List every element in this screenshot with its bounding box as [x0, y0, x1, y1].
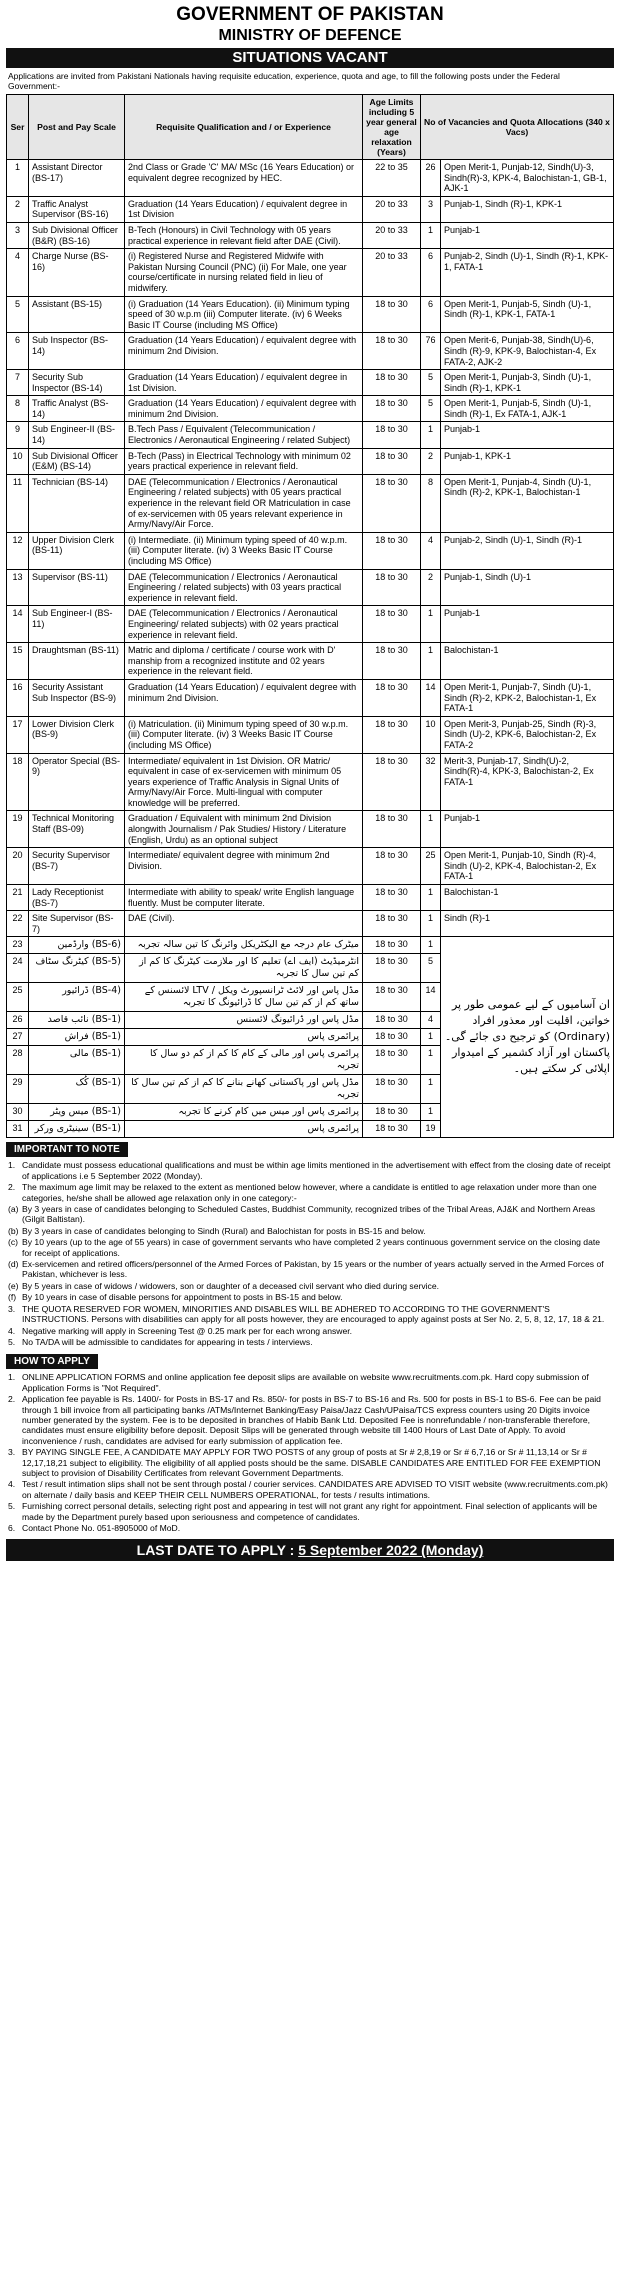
cell-qualification: Intermediate/ equivalent in 1st Division. OR Matric/ equivalent in case of ex-servicemen with minimum 05 years experience of Traffic Analysis in Signal Units of Army/Navy/Air Force. Multi-lingual with computer knowledge will be preferred.	[125, 753, 363, 811]
note-item	[8, 1337, 612, 1347]
last-date-label: LAST DATE TO APPLY :	[136, 1542, 299, 1559]
table-row	[7, 532, 614, 569]
cell-age: 18 to 30	[363, 296, 421, 333]
header-qualification: Requisite Qualification and / or Experience	[125, 95, 363, 160]
cell-quota: Open Merit-1, Punjab-3, Sindh (U)-1, Sindh (R)-1, KPK-1	[441, 370, 614, 396]
cell-qualification: پرائمری پاس اور مالی کے کام کا کم از کم دو سال کا تجربہ	[125, 1046, 363, 1075]
cell-qualification: B-Tech (Pass) in Electrical Technology with minimum 02 years practical experience in relevant field.	[125, 448, 363, 474]
note-number: 6.	[8, 1523, 16, 1533]
cell-vacancy-count: 6	[421, 249, 441, 296]
table-row	[7, 249, 614, 296]
note-item	[8, 1292, 612, 1302]
how-to-apply-notes	[8, 1372, 612, 1533]
cell-ser: 27	[7, 1029, 29, 1046]
cell-age: 18 to 30	[363, 811, 421, 848]
table-row	[7, 885, 614, 911]
cell-post: (BS-1) مالی	[29, 1046, 125, 1075]
cell-vacancy-count: 1	[421, 885, 441, 911]
cell-vacancy-count: 8	[421, 474, 441, 532]
last-date-value: 5 September 2022 (Monday)	[298, 1542, 484, 1559]
intro-text: Applications are invited from Pakistani Nationals having requisite education, experience, quota and age, to fill the following posts under the Federal Government:-	[8, 71, 560, 91]
table-row	[7, 569, 614, 606]
cell-vacancy-count: 1	[421, 1075, 441, 1104]
cell-qualification: میٹرک عام درجہ مع الیکٹریکل وائرنگ کا تین سالہ تجربہ	[125, 937, 363, 954]
cell-ser: 26	[7, 1012, 29, 1029]
cell-quota: Punjab-1	[441, 811, 614, 848]
cell-qualification: پرائمری پاس اور میس میں کام کرنے کا تجربہ	[125, 1104, 363, 1121]
cell-ser: 10	[7, 448, 29, 474]
note-number: 5.	[8, 1336, 16, 1347]
important-notes	[8, 1160, 612, 1347]
header-age: Age Limits including 5 year general age relaxation (Years)	[363, 95, 421, 160]
cell-ser: 9	[7, 422, 29, 448]
note-text: Application fee payable is Rs. 1400/- for Posts in BS-17 and Rs. 850/- for posts in BS-7 to BS-16 and Rs. 500 for posts in BS-1 to BS-6. Fee can be paid through 1 bill invoice from all participating banks /ATMs/Internet Banking/Easy Paisa/Jazz Cash/UPaisa/TCS express counters using 20 Digits invoice number generated by the system. Fee is to be deposited in branches of Habib Bank Ltd. Deposited Fee is nonrefundable / non-transferable therefore, candidates must ensure eligibility before deposit. Deposit Slips will be generated through website till 1400 Hours of Last Date of Apply. To avoid inconvenience / rush, candidates are advised for early submission of application fee.	[22, 1394, 601, 1446]
cell-vacancy-count: 1	[421, 911, 441, 937]
cell-vacancy-count: 1	[421, 643, 441, 680]
cell-quota: Open Merit-1, Punjab-5, Sindh (U)-1, Sindh (R)-1, KPK-1, FATA-1	[441, 296, 614, 333]
cell-age: 18 to 30	[363, 1046, 421, 1075]
cell-qualification: DAE (Telecommunication / Electronics / Aeronautical Engineering/ related subjects) with 02 years practical experience in relevant field.	[125, 606, 363, 643]
cell-ser: 4	[7, 249, 29, 296]
cell-post: Security Supervisor (BS-7)	[29, 848, 125, 885]
cell-post: (BS-5) کیٹرنگ سٹاف	[29, 954, 125, 983]
cell-qualification: مڈل پاس اور پاکستانی کھانے بنانے کا کم از کم تین سال کا تجربہ	[125, 1075, 363, 1104]
cell-age: 18 to 30	[363, 569, 421, 606]
cell-vacancy-count: 1	[421, 1029, 441, 1046]
urdu-quota-note: ان آسامیوں کے لیے عمومی طور پر خواتین، اقلیت اور معذور افراد (Ordinary) کو ترجیح دی جائے گی۔ پاکستان اور آزاد کشمیر کے امیدوار اپلائی کر سکتے ہیں۔	[441, 937, 614, 1138]
cell-age: 18 to 30	[363, 848, 421, 885]
cell-qualification: Graduation (14 Years Education) / equivalent degree with minimum 2nd Division.	[125, 396, 363, 422]
important-note-title: IMPORTANT TO NOTE	[6, 1142, 128, 1157]
cell-post: Assistant (BS-15)	[29, 296, 125, 333]
cell-ser: 23	[7, 937, 29, 954]
cell-post: Sub Inspector (BS-14)	[29, 333, 125, 370]
note-text: Negative marking will apply in Screening Test @ 0.25 mark per for each wrong answer.	[22, 1325, 353, 1336]
note-item	[8, 1304, 612, 1325]
cell-qualification: B.Tech Pass / Equivalent (Telecommunication / Electronics / Aeronautical Engineering / related Subject)	[125, 422, 363, 448]
cell-vacancy-count: 1	[421, 1104, 441, 1121]
note-number: (a)	[8, 1204, 19, 1215]
cell-vacancy-count: 2	[421, 448, 441, 474]
note-item	[8, 1182, 612, 1203]
note-number: 2.	[8, 1182, 16, 1193]
note-number: 2.	[8, 1394, 16, 1405]
table-row	[7, 474, 614, 532]
cell-ser: 1	[7, 160, 29, 197]
cell-post: Operator Special (BS-9)	[29, 753, 125, 811]
note-number: 4.	[8, 1479, 16, 1490]
cell-quota: Open Merit-1, Punjab-5, Sindh (U)-1, Sindh (R)-1, Ex FATA-1, AJK-1	[441, 396, 614, 422]
cell-vacancy-count: 2	[421, 569, 441, 606]
cell-quota: Punjab-1	[441, 222, 614, 248]
note-number: 1.	[8, 1372, 16, 1383]
cell-post: Sub Divisional Officer (B&R) (BS-16)	[29, 222, 125, 248]
note-item	[8, 1326, 612, 1336]
cell-quota: Open Merit-1, Punjab-10, Sindh (R)-4, Sindh (U)-2, KPK-4, Balochistan-2, Ex FATA-1	[441, 848, 614, 885]
cell-ser: 30	[7, 1104, 29, 1121]
cell-qualification: Graduation (14 Years Education) / equivalent degree in 1st Division	[125, 196, 363, 222]
cell-vacancy-count: 1	[421, 811, 441, 848]
cell-ser: 11	[7, 474, 29, 532]
english-rows	[7, 160, 614, 937]
cell-vacancy-count: 19	[421, 1121, 441, 1138]
cell-post: Upper Division Clerk (BS-11)	[29, 532, 125, 569]
note-text: By 10 years (up to the age of 55 years) in case of government servants who have completed 2 years continuous government service on the closing date for receipt of applications.	[22, 1237, 601, 1258]
cell-post: Traffic Analyst (BS-14)	[29, 396, 125, 422]
cell-ser: 3	[7, 222, 29, 248]
cell-age: 18 to 30	[363, 643, 421, 680]
cell-ser: 15	[7, 643, 29, 680]
cell-qualification: پرائمری پاس	[125, 1121, 363, 1138]
cell-post: Site Supervisor (BS-7)	[29, 911, 125, 937]
note-text: By 3 years in case of candidates belonging to Sindh (Rural) and Balochistan for posts in BS-15 and below.	[22, 1225, 426, 1236]
cell-quota: Sindh (R)-1	[441, 911, 614, 937]
cell-vacancy-count: 25	[421, 848, 441, 885]
cell-age: 20 to 33	[363, 222, 421, 248]
note-text: The maximum age limit may be relaxed to the extent as mentioned below however, where a candidate is entitled to age relaxation under more than one categories, he/she shall be allowed age relaxation only in one category:-	[22, 1182, 597, 1203]
note-number: 3.	[8, 1447, 16, 1458]
note-item	[8, 1372, 612, 1393]
cell-age: 18 to 30	[363, 679, 421, 716]
cell-post: (BS-1) فراش	[29, 1029, 125, 1046]
cell-age: 18 to 30	[363, 1104, 421, 1121]
note-text: ONLINE APPLICATION FORMS and online application fee deposit slips are available on website www.recruitments.com.pk. Hard copy submission of Application Forms is "Not Required".	[22, 1372, 589, 1393]
note-item	[8, 1394, 612, 1446]
cell-post: Sub Engineer-II (BS-14)	[29, 422, 125, 448]
cell-post: (BS-4) ڈرائیور	[29, 983, 125, 1012]
table-row	[7, 422, 614, 448]
cell-quota: Open Merit-3, Punjab-25, Sindh (R)-3, Sindh (U)-2, KPK-6, Balochistan-2, Ex FATA-2	[441, 716, 614, 753]
cell-post: Supervisor (BS-11)	[29, 569, 125, 606]
cell-qualification: DAE (Telecommunication / Electronics / Aeronautical Engineering / related subjects) with 03 years practical experience in relevant field.	[125, 569, 363, 606]
cell-post: (BS-6) وارڈمین	[29, 937, 125, 954]
header	[6, 4, 614, 68]
table-row	[7, 370, 614, 396]
table-row	[7, 716, 614, 753]
cell-age: 22 to 35	[363, 160, 421, 197]
cell-age: 18 to 30	[363, 474, 421, 532]
note-text: By 10 years in case of disable persons for appointment to posts in BS-15 and below.	[22, 1292, 343, 1303]
vacancy-table	[6, 94, 614, 1138]
cell-qualification: پرائمری پاس	[125, 1029, 363, 1046]
table-row	[7, 296, 614, 333]
cell-qualification: Graduation (14 Years Education) / equivalent degree in 1st Division.	[125, 370, 363, 396]
cell-qualification: Intermediate with ability to speak/ write English language fluently. Must be computer literate.	[125, 885, 363, 911]
note-item	[8, 1204, 612, 1225]
note-number: 3.	[8, 1303, 16, 1314]
cell-post: Lower Division Clerk (BS-9)	[29, 716, 125, 753]
note-number: 5.	[8, 1501, 16, 1512]
note-item	[8, 1447, 612, 1478]
cell-age: 18 to 30	[363, 911, 421, 937]
note-number: (e)	[8, 1280, 19, 1291]
cell-vacancy-count: 1	[421, 1046, 441, 1075]
cell-ser: 25	[7, 983, 29, 1012]
cell-quota: Punjab-1, Sindh (R)-1, KPK-1	[441, 196, 614, 222]
cell-vacancy-count: 26	[421, 160, 441, 197]
note-item	[8, 1226, 612, 1236]
cell-qualification: مڈل پاس اور لائٹ ٹرانسپورٹ ویکل / LTV لائسنس کے ساتھ کم از کم تین سال کا ڈرائیونگ کا تجربہ	[125, 983, 363, 1012]
cell-age: 18 to 30	[363, 333, 421, 370]
cell-vacancy-count: 5	[421, 954, 441, 983]
cell-ser: 12	[7, 532, 29, 569]
note-text: Candidate must possess educational qualifications and must be within age limits mentioned in the advertisement with effect from the closing date of receipt of applications i.e 5 September 2022 (Monday).	[22, 1160, 611, 1181]
cell-quota: Merit-3, Punjab-17, Sindh(U)-2, Sindh(R)-4, KPK-3, Balochistan-2, Ex FATA-1	[441, 753, 614, 811]
cell-quota: Punjab-1, KPK-1	[441, 448, 614, 474]
note-item	[8, 1237, 612, 1258]
cell-ser: 13	[7, 569, 29, 606]
cell-age: 18 to 30	[363, 716, 421, 753]
cell-vacancy-count: 76	[421, 333, 441, 370]
cell-qualification: DAE (Civil).	[125, 911, 363, 937]
note-text: By 5 years in case of widows / widowers, son or daughter of a deceased civil servant who died during service.	[22, 1280, 440, 1291]
cell-qualification: 2nd Class or Grade 'C' MA/ MSc (16 Years Education) or equivalent degree recognized by HEC.	[125, 160, 363, 197]
cell-quota: Open Merit-1, Punjab-12, Sindh(U)-3, Sindh(R)-3, KPK-4, Balochistan-1, GB-1, AJK-1	[441, 160, 614, 197]
cell-qualification: DAE (Telecommunication / Electronics / Aeronautical Engineering / related subjects) with 05 years practical experience in the relevant field OR Matriculation in case of ex-servicemen with 05 years relevant experience in Army/Navy/Air Force.	[125, 474, 363, 532]
cell-quota: Open Merit-1, Punjab-4, Sindh (U)-1, Sindh (R)-2, KPK-1, Balochistan-1	[441, 474, 614, 532]
table-row	[7, 911, 614, 937]
cell-age: 18 to 30	[363, 532, 421, 569]
cell-ser: 31	[7, 1121, 29, 1138]
cell-age: 18 to 30	[363, 422, 421, 448]
cell-age: 18 to 30	[363, 1029, 421, 1046]
cell-qualification: (i) Intermediate. (ii) Minimum typing speed of 40 w.p.m. (iii) Computer literate. (iv) 3 Weeks Basic IT Course (including MS Office)	[125, 532, 363, 569]
cell-vacancy-count: 4	[421, 1012, 441, 1029]
cell-post: Assistant Director (BS-17)	[29, 160, 125, 197]
cell-quota: Punjab-1	[441, 606, 614, 643]
ministry-title: MINISTRY OF DEFENCE	[218, 27, 402, 44]
cell-ser: 17	[7, 716, 29, 753]
cell-age: 18 to 30	[363, 885, 421, 911]
cell-vacancy-count: 1	[421, 222, 441, 248]
cell-age: 18 to 30	[363, 1121, 421, 1138]
cell-quota: Punjab-1	[441, 422, 614, 448]
last-date-banner	[6, 1539, 614, 1561]
cell-qualification: Graduation (14 Years Education) / equivalent degree with minimum 2nd Division.	[125, 679, 363, 716]
table-row	[7, 811, 614, 848]
cell-post: Technician (BS-14)	[29, 474, 125, 532]
urdu-rows	[7, 937, 614, 1138]
table-row	[7, 643, 614, 680]
cell-post: Lady Receptionist (BS-7)	[29, 885, 125, 911]
cell-qualification: Matric and diploma / certificate / course work with D' manship from a recognized institute and 02 years experience in the relevant field.	[125, 643, 363, 680]
cell-vacancy-count: 14	[421, 679, 441, 716]
cell-qualification: B-Tech (Honours) in Civil Technology with 05 years practical experience in relevant field after DAE (Civil).	[125, 222, 363, 248]
cell-qualification: (i) Matriculation. (ii) Minimum typing speed of 30 w.p.m. (iii) Computer literate. (iv) 3 Weeks Basic IT Course (including MS Office)	[125, 716, 363, 753]
cell-quota: Open Merit-1, Punjab-7, Sindh (U)-1, Sindh (R)-2, KPK-2, Balochistan-1, Ex FATA-1	[441, 679, 614, 716]
cell-post: Security Assistant Sub Inspector (BS-9)	[29, 679, 125, 716]
cell-post: Draughtsman (BS-11)	[29, 643, 125, 680]
cell-quota: Open Merit-6, Punjab-38, Sindh(U)-6, Sindh (R)-9, KPK-9, Balochistan-4, Ex FATA-2, AJK-2	[441, 333, 614, 370]
cell-ser: 7	[7, 370, 29, 396]
note-text: BY PAYING SINGLE FEE, A CANDIDATE MAY APPLY FOR TWO POSTS of any group of posts at Sr # 2,8,19 or Sr # 6,7,16 or Sr # 11,13,14 or Sr # 12,17,18,21 subject to eligibility. The eligibility of all applied posts should be the same. DISABLE CANDIDATES ARE ENTITLED FOR FEE EXEMPTION subject to provision of Disability Certificates from relevant Government Departments.	[22, 1447, 601, 1478]
header-ser: Ser	[7, 95, 29, 160]
cell-ser: 16	[7, 679, 29, 716]
cell-age: 18 to 30	[363, 954, 421, 983]
page-title: GOVERNMENT OF PAKISTAN	[176, 4, 444, 25]
cell-age: 18 to 30	[363, 370, 421, 396]
table-row	[7, 606, 614, 643]
table-row	[7, 222, 614, 248]
header-vacancies: No of Vacancies and Quota Allocations (340 x Vacs)	[421, 95, 614, 160]
note-item	[8, 1281, 612, 1291]
cell-post: Technical Monitoring Staff (BS-09)	[29, 811, 125, 848]
cell-ser: 29	[7, 1075, 29, 1104]
cell-vacancy-count: 4	[421, 532, 441, 569]
cell-quota: Punjab-2, Sindh (U)-1, Sindh (R)-1	[441, 532, 614, 569]
cell-ser: 2	[7, 196, 29, 222]
cell-vacancy-count: 1	[421, 606, 441, 643]
table-row	[7, 937, 614, 954]
note-text: No TA/DA will be admissible to candidates for appearing in tests / interviews.	[22, 1336, 313, 1347]
table-row	[7, 753, 614, 811]
cell-ser: 6	[7, 333, 29, 370]
table-header-row	[7, 95, 614, 160]
table-row	[7, 679, 614, 716]
table-row	[7, 196, 614, 222]
cell-age: 18 to 30	[363, 606, 421, 643]
cell-quota: Balochistan-1	[441, 885, 614, 911]
cell-quota: Balochistan-1	[441, 643, 614, 680]
cell-vacancy-count: 1	[421, 937, 441, 954]
note-item	[8, 1501, 612, 1522]
note-number: 1.	[8, 1160, 16, 1171]
note-item	[8, 1259, 612, 1280]
cell-age: 18 to 30	[363, 1075, 421, 1104]
note-number: (b)	[8, 1225, 19, 1236]
cell-vacancy-count: 5	[421, 370, 441, 396]
cell-post: (BS-1) سینیٹری ورکر	[29, 1121, 125, 1138]
cell-ser: 20	[7, 848, 29, 885]
table-row	[7, 448, 614, 474]
cell-qualification: انٹرمیڈیٹ (ایف اے) تعلیم کا اور ملازمت کیٹرنگ کا کم از کم تین سال کا تجربہ	[125, 954, 363, 983]
cell-qualification: مڈل پاس اور ڈرائیونگ لائسنس	[125, 1012, 363, 1029]
cell-post: (BS-1) میس ویٹر	[29, 1104, 125, 1121]
cell-age: 18 to 30	[363, 753, 421, 811]
cell-age: 20 to 33	[363, 249, 421, 296]
cell-quota: Punjab-1, Sindh (U)-1	[441, 569, 614, 606]
cell-ser: 22	[7, 911, 29, 937]
cell-vacancy-count: 14	[421, 983, 441, 1012]
note-number: (d)	[8, 1259, 19, 1270]
cell-vacancy-count: 6	[421, 296, 441, 333]
cell-ser: 8	[7, 396, 29, 422]
cell-age: 18 to 30	[363, 448, 421, 474]
cell-age: 18 to 30	[363, 983, 421, 1012]
header-post: Post and Pay Scale	[29, 95, 125, 160]
cell-age: 18 to 30	[363, 396, 421, 422]
cell-qualification: Intermediate/ equivalent degree with minimum 2nd Division.	[125, 848, 363, 885]
cell-ser: 21	[7, 885, 29, 911]
cell-vacancy-count: 3	[421, 196, 441, 222]
cell-vacancy-count: 5	[421, 396, 441, 422]
note-text: Ex-servicemen and retired officers/personnel of the Armed Forces of Pakistan, by 15 years or the number of years actually served in the Armed Forces of Pakistan, whichever is less.	[22, 1259, 604, 1280]
table-row	[7, 333, 614, 370]
cell-vacancy-count: 32	[421, 753, 441, 811]
table-row	[7, 396, 614, 422]
cell-ser: 5	[7, 296, 29, 333]
banner-title: SITUATIONS VACANT	[6, 48, 614, 68]
cell-post: Sub Divisional Officer (E&M) (BS-14)	[29, 448, 125, 474]
cell-ser: 28	[7, 1046, 29, 1075]
cell-qualification: Graduation / Equivalent with minimum 2nd Division alongwith Journalism / Pak Studies/ History / Literature (English, Urdu) as an optional subject	[125, 811, 363, 848]
cell-post: Traffic Analyst Supervisor (BS-16)	[29, 196, 125, 222]
table-row	[7, 848, 614, 885]
table-row	[7, 160, 614, 197]
cell-post: (BS-1) کُک	[29, 1075, 125, 1104]
note-text: By 3 years in case of candidates belonging to Scheduled Castes, Buddhist Community, recognized tribes of the Tribal Areas, AJ&K and Northern Areas (Gilgit Baltistan).	[22, 1204, 596, 1225]
cell-post: Security Sub Inspector (BS-14)	[29, 370, 125, 396]
note-number: (f)	[8, 1292, 17, 1303]
note-item	[8, 1523, 612, 1533]
note-text: THE QUOTA RESERVED FOR WOMEN, MINORITIES AND DISABLES WILL BE ADHERED TO ACCORDING TO THE GOVERNMENT'S INSTRUCTIONS. Persons with disabilities can apply for all posts however, they are encouraged to apply against posts at Ser No. 2, 5, 8, 12, 17, 18 & 21.	[22, 1303, 605, 1325]
cell-ser: 14	[7, 606, 29, 643]
cell-post: Sub Engineer-I (BS-11)	[29, 606, 125, 643]
cell-age: 18 to 30	[363, 1012, 421, 1029]
note-text: Contact Phone No. 051-8905000 of MoD.	[22, 1523, 181, 1533]
note-text: Test / result intimation slips shall not be sent through postal / courier services. CANDIDATES ARE ADVISED TO VISIT website (www.recruitments.com.pk) on alternate / daily basis and KEEP THEIR CELL NUMBERS OPERATIONAL, for tests / results intimations.	[22, 1479, 608, 1500]
cell-quota: Punjab-2, Sindh (U)-1, Sindh (R)-1, KPK-1, FATA-1	[441, 249, 614, 296]
how-to-apply-title: HOW TO APPLY	[6, 1354, 98, 1369]
cell-ser: 19	[7, 811, 29, 848]
cell-qualification: Graduation (14 Years Education) / equivalent degree with minimum 2nd Division.	[125, 333, 363, 370]
note-number: 4.	[8, 1325, 16, 1336]
cell-ser: 18	[7, 753, 29, 811]
note-text: Furnishing correct personal details, selecting right post and appearing in test will not grant any right for appointment. Final selection of applicants will be made by the Department purely based upon seriousness and competence of candidates.	[22, 1501, 598, 1522]
cell-post: Charge Nurse (BS-16)	[29, 249, 125, 296]
note-item	[8, 1479, 612, 1500]
note-number: (c)	[8, 1237, 19, 1248]
cell-vacancy-count: 10	[421, 716, 441, 753]
cell-age: 20 to 33	[363, 196, 421, 222]
cell-qualification: (i) Registered Nurse and Registered Midwife with Pakistan Nursing Council (PNC) (ii) For Male, one year course/certificate in nursing related field in lieu of midwifery.	[125, 249, 363, 296]
note-item	[8, 1160, 612, 1181]
cell-ser: 24	[7, 954, 29, 983]
cell-post: (BS-1) نائب قاصد	[29, 1012, 125, 1029]
cell-qualification: (i) Graduation (14 Years Education). (ii) Minimum typing speed of 30 w.p.m (iii) Computer literate. (iv) 6 Weeks Basic IT Course (including MS Office)	[125, 296, 363, 333]
cell-age: 18 to 30	[363, 937, 421, 954]
cell-vacancy-count: 1	[421, 422, 441, 448]
